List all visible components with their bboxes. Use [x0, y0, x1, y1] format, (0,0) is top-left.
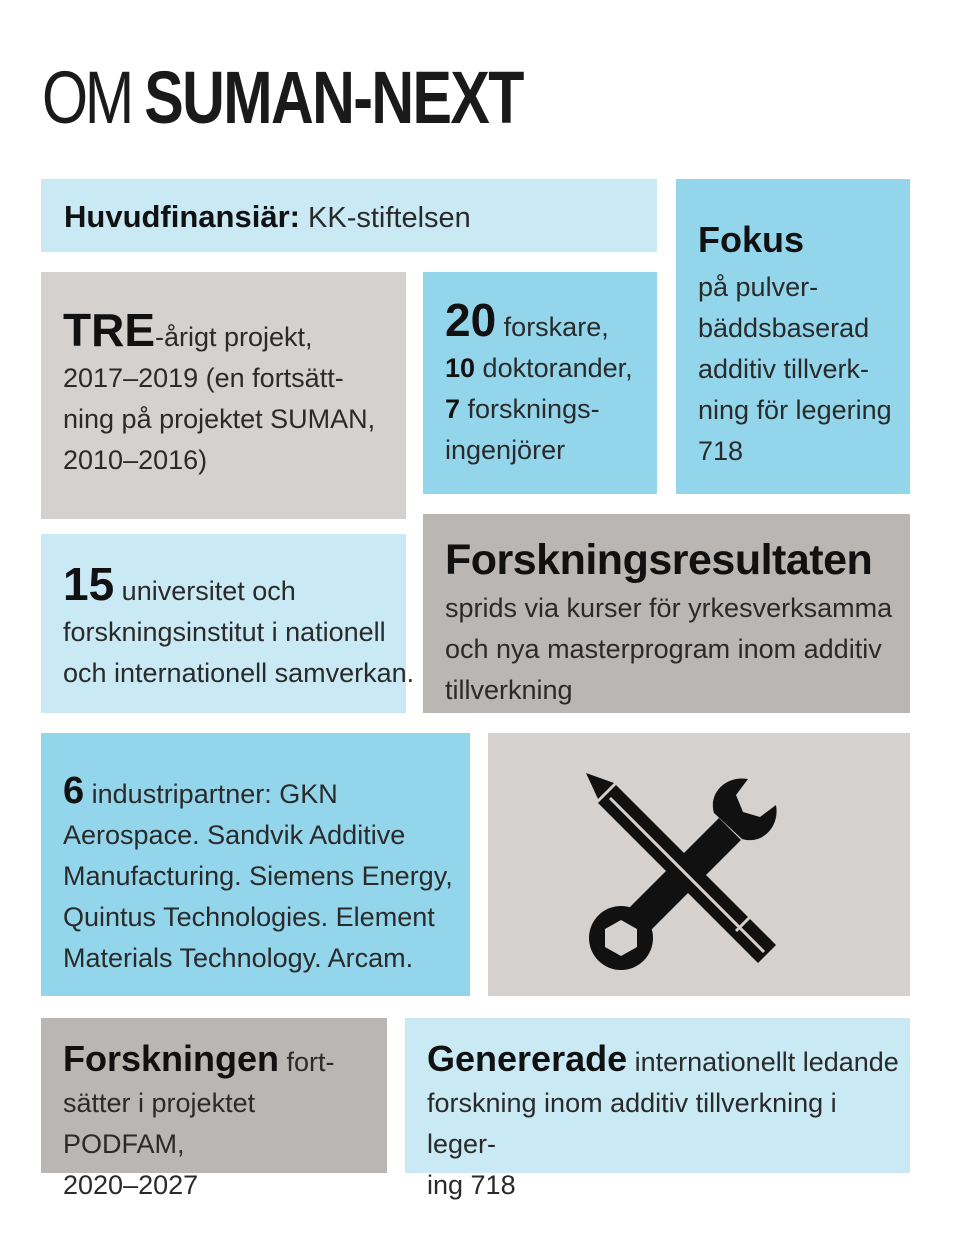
- results-body: [445, 588, 905, 711]
- funder-box: [41, 179, 657, 252]
- researchers-count: 20: [445, 294, 497, 346]
- project-line: 2010–2016): [63, 445, 208, 475]
- staff-line-engineers-cont: ingenjörer: [445, 435, 566, 465]
- generated-line: [427, 1038, 907, 1083]
- phd-label: doktorander,: [475, 353, 633, 383]
- continues-line: sätter i projektet PODFAM,: [63, 1088, 256, 1159]
- engineers-count: 7: [445, 394, 461, 424]
- continues-line: 2020–2027: [63, 1170, 199, 1200]
- results-line: och nya masterprogram inom additiv: [445, 634, 882, 664]
- title-prefix: OM: [42, 56, 145, 139]
- continues-body: [63, 1038, 383, 1206]
- generated-line: ing 718: [427, 1170, 516, 1200]
- funder-label: Huvudfinansiär:: [64, 199, 300, 234]
- title-name: SUMAN-NEXT: [144, 56, 523, 139]
- funder-value: KK-stiftelsen: [299, 202, 471, 234]
- generated-box: [405, 1018, 910, 1200]
- results-line: tillverkning: [445, 675, 573, 705]
- project-big: TRE: [63, 304, 155, 356]
- engineers-label: forsknings-: [460, 394, 600, 424]
- partners-count: 6: [63, 770, 85, 812]
- project-body: [63, 304, 403, 481]
- funder-text: [64, 199, 471, 236]
- staff-box: [423, 272, 657, 494]
- partners-line: Manufacturing. Siemens Energy,: [63, 861, 453, 891]
- results-line: sprids via kurser för yrkesverksamma: [445, 593, 893, 623]
- phd-count: 10: [445, 353, 476, 383]
- focus-line: på pulver-: [698, 272, 819, 302]
- staff-body: [445, 294, 657, 471]
- universities-line: och internationell samverkan.: [63, 658, 415, 688]
- generated-line-first: internationellt ledande: [627, 1047, 899, 1077]
- pencil-wrench-icon: [586, 773, 786, 973]
- continues-line: [63, 1038, 383, 1083]
- tools-box: [488, 733, 910, 996]
- focus-line: ning för legering: [698, 395, 892, 425]
- continues-box: [41, 1018, 387, 1200]
- focus-line: bäddsbaserad: [698, 313, 870, 343]
- partners-line: Quintus Technologies. Element: [63, 902, 435, 932]
- partners-box: [41, 733, 470, 996]
- universities-line: [63, 558, 413, 612]
- results-box: [423, 514, 910, 713]
- universities-line-first: universitet och: [114, 576, 296, 606]
- universities-line: forskningsinstitut i nationell: [63, 617, 386, 647]
- focus-box: [676, 179, 910, 494]
- staff-line-engineers: [445, 389, 657, 430]
- partners-body: [63, 771, 468, 979]
- universities-count: 15: [63, 558, 115, 610]
- focus-heading: Fokus: [698, 219, 805, 260]
- project-line: ning på projektet SUMAN,: [63, 404, 376, 434]
- continues-line-first: fort-: [279, 1047, 335, 1077]
- focus-body: [698, 267, 892, 472]
- universities-box: [41, 534, 415, 713]
- universities-body: [63, 558, 415, 694]
- continues-bold: Forskningen: [63, 1038, 280, 1079]
- focus-line: 718: [698, 436, 744, 466]
- project-line: [63, 304, 403, 358]
- generated-body: [427, 1038, 907, 1206]
- project-line-first: -årigt projekt,: [155, 322, 313, 352]
- partners-line: [63, 771, 468, 815]
- partners-line-first: industripartner: GKN: [84, 779, 338, 809]
- results-heading: Forskningsresultaten: [445, 536, 873, 584]
- partners-line: Aerospace. Sandvik Additive: [63, 820, 406, 850]
- generated-line: forskning inom additiv tillverkning i leger-: [427, 1088, 837, 1159]
- staff-line-researchers: [445, 294, 657, 348]
- project-line: 2017–2019 (en fortsätt-: [63, 363, 344, 393]
- focus-line: additiv tillverk-: [698, 354, 870, 384]
- project-box: [41, 272, 406, 519]
- partners-line: Materials Technology. Arcam.: [63, 943, 414, 973]
- staff-line-phd: [445, 348, 657, 389]
- page-title: [42, 58, 523, 138]
- researchers-label: forskare,: [496, 312, 609, 342]
- generated-bold: Genererade: [427, 1038, 628, 1079]
